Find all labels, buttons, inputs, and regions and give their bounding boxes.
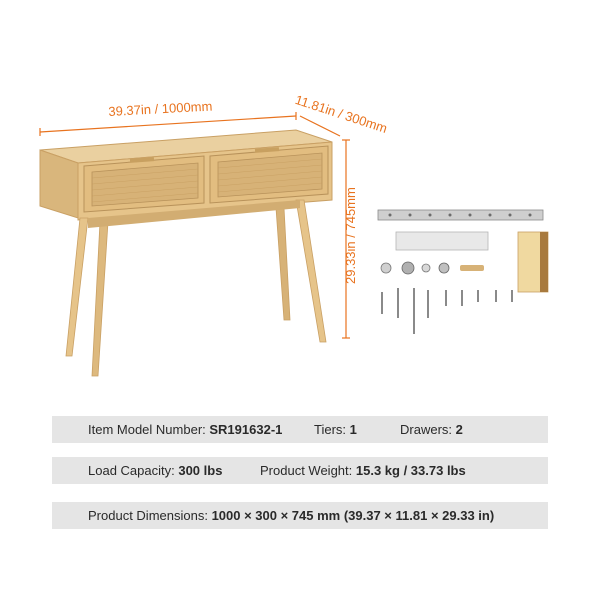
drawer-slide-rail [378,210,543,220]
leg-front-left [66,218,88,356]
tiers-field [314,422,357,437]
spec-row-load-weight [52,457,548,484]
dowel-icon [460,265,484,271]
height-dimension-label: 29.33in / 745mm [343,187,358,284]
tiers-value: 1 [349,422,357,437]
nut-icon [402,262,414,274]
weight-label: Product Weight: [260,463,356,478]
console-table [40,130,332,376]
load-field [88,463,222,478]
leg-back-right [276,208,290,320]
width-dimension-label: 39.37in / 1000mm [108,98,213,119]
dims-field [88,508,494,523]
screws-icon [382,288,512,334]
dims-value: 1000 × 300 × 745 mm (39.37 × 11.81 × 29.33 in) [211,508,495,523]
model-label: Item Model Number: [88,422,210,437]
drawers-label: Drawers: [400,422,456,437]
washer-small-icon [422,264,430,272]
leg-back-left [92,222,108,376]
weight-value: 15.3 kg / 33.73 lbs [355,463,466,478]
model-value: SR191632-1 [209,422,283,437]
leg-front-right [296,200,326,342]
dims-label: Product Dimensions: [88,508,212,523]
hardware-kit [378,210,548,334]
weight-field [260,463,466,478]
load-value: 300 lbs [178,463,223,478]
drawers-field [400,422,463,437]
tiers-label: Tiers: [314,422,350,437]
depth-dimension-label: 11.81in / 300mm [293,92,390,136]
cam-lock-icon [439,263,449,273]
model-field [88,422,282,437]
washer-icon [381,263,391,273]
load-label: Load Capacity: [88,463,179,478]
spec-row-dimensions [52,502,548,529]
drawers-value: 2 [455,422,463,437]
spec-row-model [52,416,548,443]
hardware-bag [396,232,488,250]
